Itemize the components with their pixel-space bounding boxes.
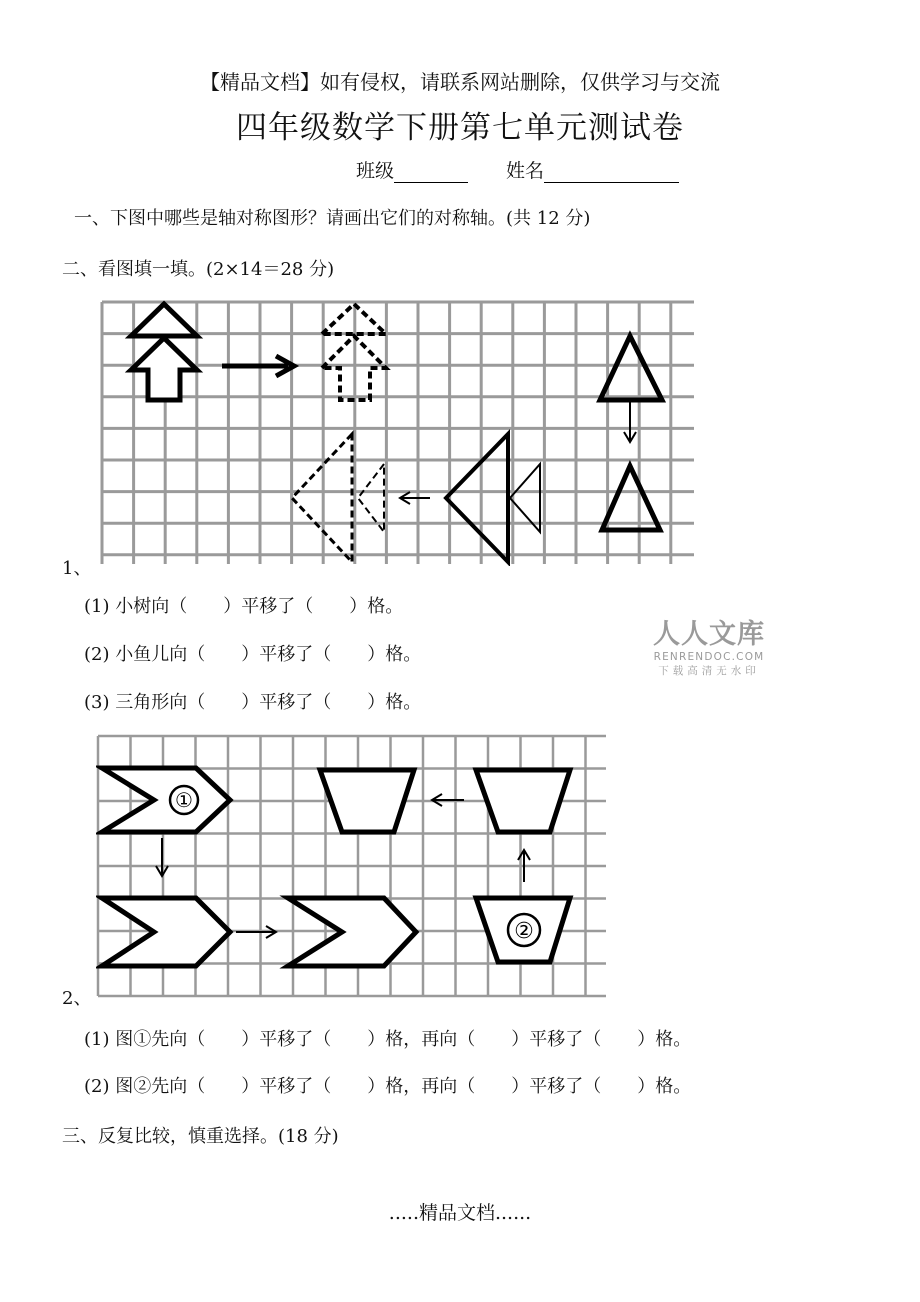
marker-1-label: ① xyxy=(175,788,193,812)
class-label: 班级 xyxy=(356,160,395,182)
name-bar xyxy=(356,156,679,183)
section-1: 一、下图中哪些是轴对称图形？请画出它们的对称轴。(共 12 分) xyxy=(74,208,591,229)
triangle-original xyxy=(600,336,662,400)
name-blank[interactable] xyxy=(544,162,679,183)
problem-1-q1: (1) 小树向（ ）平移了（ ）格。 xyxy=(84,596,404,617)
trapezoid-top-right xyxy=(476,770,570,832)
class-blank[interactable] xyxy=(394,162,468,183)
fish-translated xyxy=(292,434,384,562)
problem-1-q3: (3) 三角形向（ ）平移了（ ）格。 xyxy=(84,692,422,713)
trapezoid-top-left xyxy=(320,770,414,832)
footer: .....精品文档...... xyxy=(388,1202,532,1224)
watermark xyxy=(646,620,772,678)
name-label: 姓名 xyxy=(506,160,545,182)
problem-1-label: 1、 xyxy=(62,558,92,579)
watermark-domain: RENRENDOC.COM xyxy=(653,651,765,663)
section-3: 三、反复比较，慎重选择。(18 分) xyxy=(62,1126,339,1147)
problem-2-q2: (2) 图②先向（ ）平移了（ ）格，再向（ ）平移了（ ）格。 xyxy=(84,1076,692,1097)
problem-2-label: 2、 xyxy=(62,988,92,1009)
banner: 【精品文档】如有侵权，请联系网站删除，仅供学习与交流 xyxy=(200,70,720,94)
problem-2-q1: (1) 图①先向（ ）平移了（ ）格，再向（ ）平移了（ ）格。 xyxy=(84,1029,692,1050)
triangle-translated xyxy=(602,466,660,530)
grid-figure-1 xyxy=(100,300,696,566)
fish-original xyxy=(446,434,540,562)
watermark-slogan: 下载高清无水印 xyxy=(658,665,760,677)
marker-2-label: ② xyxy=(514,919,534,944)
page-title: 四年级数学下册第七单元测试卷 xyxy=(236,110,684,146)
problem-1-q2: (2) 小鱼儿向（ ）平移了（ ）格。 xyxy=(84,644,422,665)
grid-figure-2 xyxy=(96,734,608,998)
section-2: 二、看图填一填。(2×14＝28 分) xyxy=(62,259,335,280)
watermark-brand: 人人文库 xyxy=(653,619,765,650)
tree-original xyxy=(131,304,197,400)
